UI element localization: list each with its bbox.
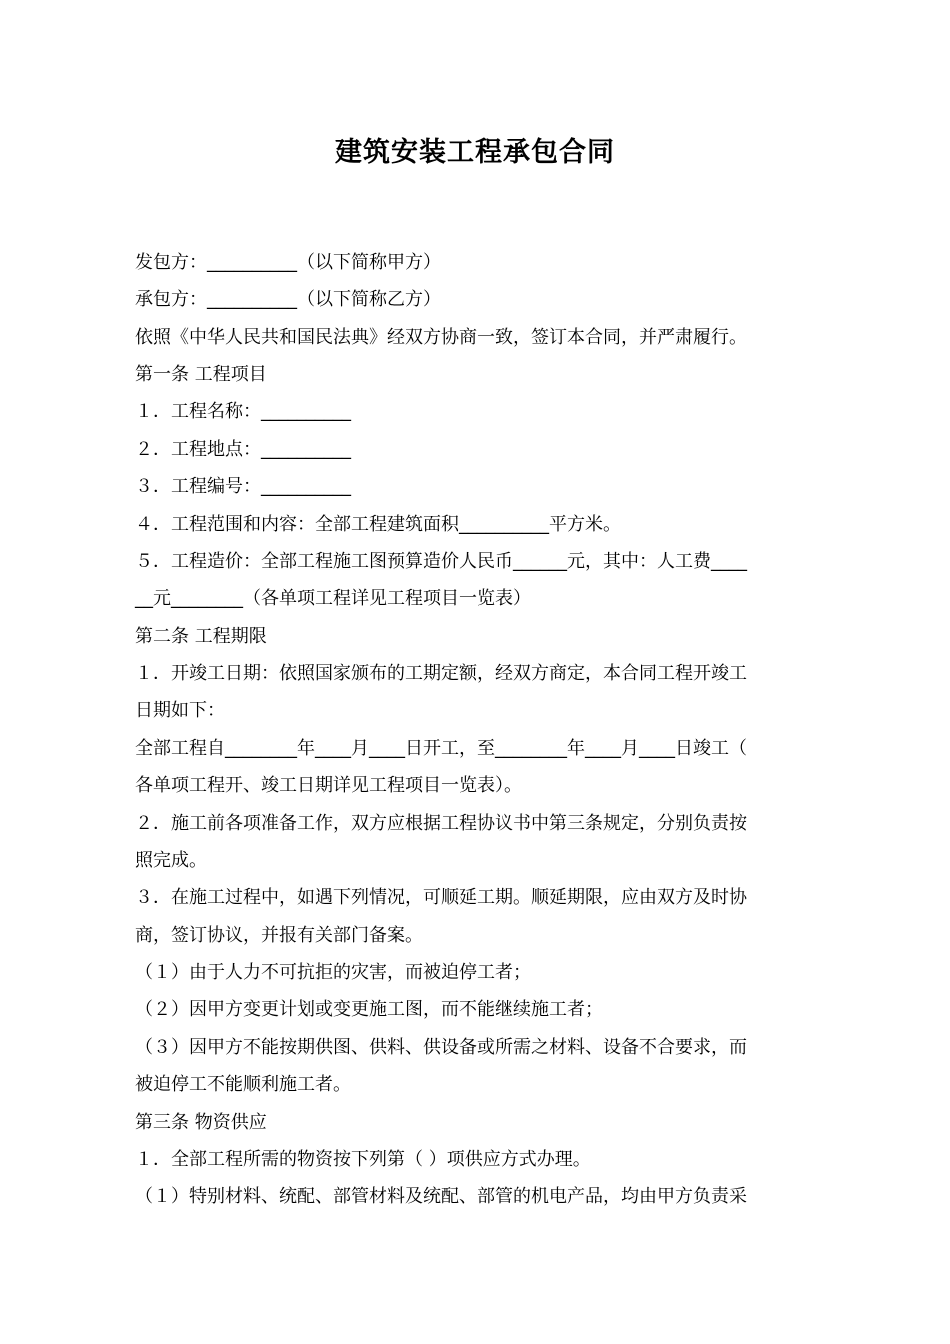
article-1-heading: 第一条 工程项目 <box>135 364 267 385</box>
project-cost-line-cont: __元________（各单项工程详见工程项目一览表） <box>135 588 531 609</box>
article-3-heading: 第三条 物资供应 <box>135 1112 267 1133</box>
supply-clause-1: １．全部工程所需的物资按下列第（ ）项供应方式办理。 <box>135 1149 591 1170</box>
document-title: 建筑安装工程承包合同 <box>335 137 615 168</box>
schedule-clause-1: １．开竣工日期：依照国家颁布的工期定额，经双方商定，本合同工程开竣工 <box>135 663 747 684</box>
schedule-clause-3-cont: 商，签订协议，并报有关部门备案。 <box>135 925 423 946</box>
preamble-line: 依照《中华人民共和国民法典》经双方协商一致，签订本合同，并严肃履行。 <box>135 327 747 348</box>
project-number-line: ３．工程编号：__________ <box>135 476 351 497</box>
schedule-dates-line: 全部工程自________年____月____日开工，至________年____月____日竣工（ <box>135 738 747 759</box>
delay-case-3: （３）因甲方不能按期供图、供料、供设备或所需之材料、设备不合要求，而 <box>135 1037 747 1058</box>
party-b-line: 承包方：__________（以下简称乙方） <box>135 289 441 310</box>
project-name-line: １．工程名称：__________ <box>135 401 351 422</box>
project-scope-line: ４．工程范围和内容：全部工程建筑面积__________平方米。 <box>135 514 621 535</box>
project-location-line: ２．工程地点：__________ <box>135 439 351 460</box>
party-a-line: 发包方：__________（以下简称甲方） <box>135 252 441 273</box>
schedule-clause-1-cont: 日期如下： <box>135 700 225 721</box>
schedule-clause-2-cont: 照完成。 <box>135 850 207 871</box>
supply-option-1: （１）特别材料、统配、部管材料及统配、部管的机电产品，均由甲方负责采 <box>135 1186 747 1207</box>
schedule-clause-3: ３．在施工过程中，如遇下列情况，可顺延工期。顺延期限，应由双方及时协 <box>135 887 747 908</box>
schedule-clause-2: ２．施工前各项准备工作，双方应根据工程协议书中第三条规定，分别负责按 <box>135 813 747 834</box>
delay-case-2: （２）因甲方变更计划或变更施工图，而不能继续施工者； <box>135 999 603 1020</box>
schedule-dates-line-cont: 各单项工程开、竣工日期详见工程项目一览表）。 <box>135 775 522 796</box>
delay-case-1: （１）由于人力不可抗拒的灾害，而被迫停工者； <box>135 962 531 983</box>
article-2-heading: 第二条 工程期限 <box>135 626 267 647</box>
project-cost-line: ５．工程造价：全部工程施工图预算造价人民币______元，其中：人工费____ <box>135 551 747 572</box>
delay-case-3-cont: 被迫停工不能顺利施工者。 <box>135 1074 351 1095</box>
